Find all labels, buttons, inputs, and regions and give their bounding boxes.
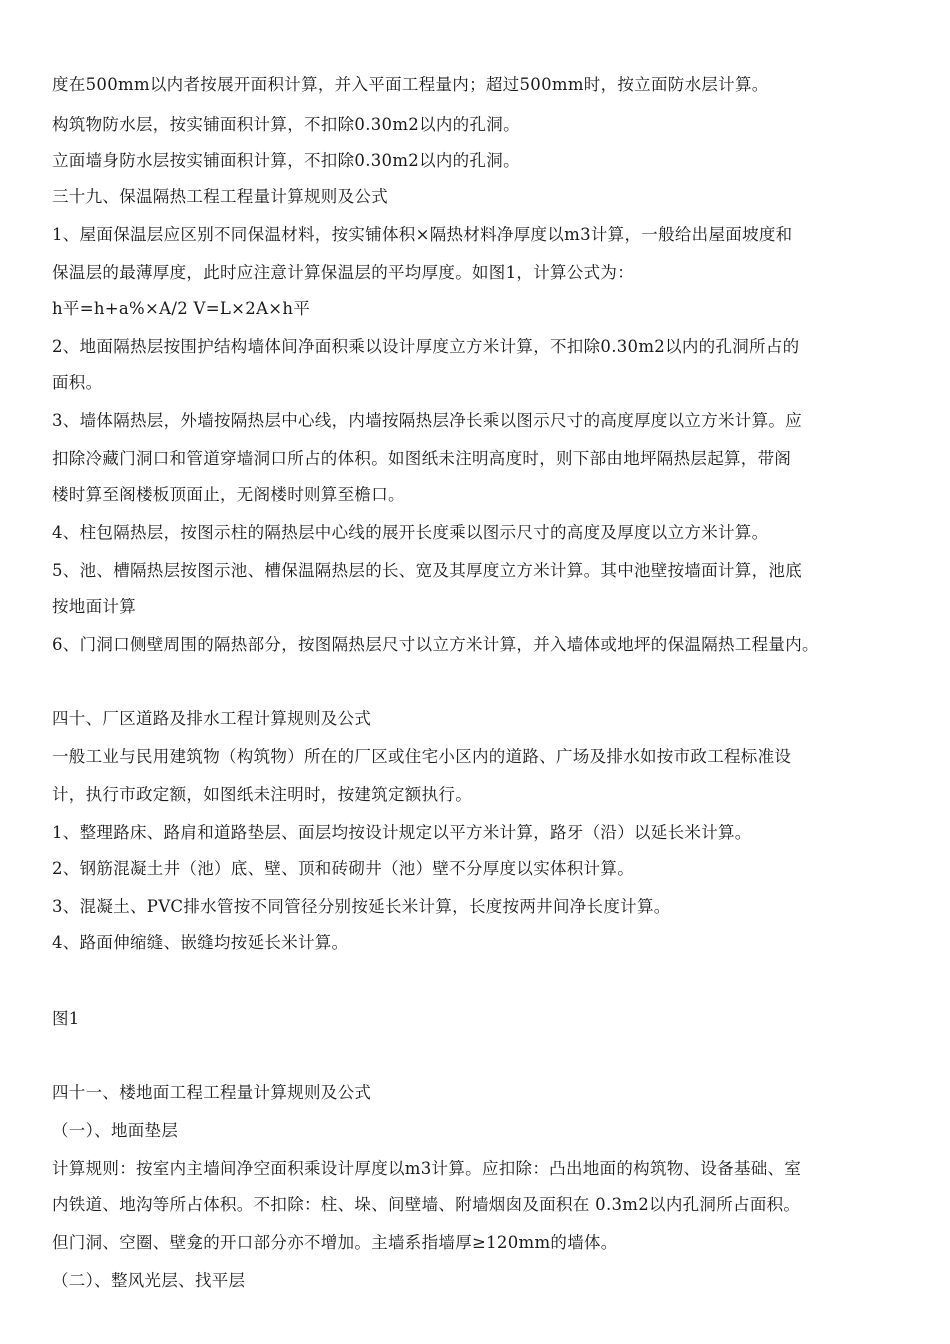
text-line: 保温层的最薄厚度，此时应注意计算保温层的平均厚度。如图1，计算公式为：: [52, 263, 634, 282]
section-heading: 四十一、楼地面工程工程量计算规则及公式: [52, 1083, 372, 1102]
text-line: 构筑物防水层，按实铺面积计算，不扣除0.30m2以内的孔洞。: [52, 115, 520, 134]
text-line: 6、门洞口侧壁周围的隔热部分，按图隔热层尺寸以立方米计算，并入墙体或地坪的保温隔热工程量内。: [52, 635, 819, 654]
text-line: 5、池、槽隔热层按图示池、槽保温隔热层的长、宽及其厚度立方米计算。其中池壁按墙面计算，池底: [52, 561, 802, 580]
text-line: 3、墙体隔热层，外墙按隔热层中心线，内墙按隔热层净长乘以图示尺寸的高度厚度以立方米计算。应: [52, 411, 802, 430]
subsection-heading: （一）、地面垫层: [52, 1121, 179, 1140]
text-line: 3、混凝土、PVC排水管按不同管径分别按延长米计算，长度按两井间净长度计算。: [52, 897, 671, 916]
section-heading: 三十九、保温隔热工程工程量计算规则及公式: [52, 187, 388, 206]
formula-line: h平=h+a%×A/2 V=L×2A×h平: [52, 299, 311, 318]
text-line: 1、整理路床、路肩和道路垫层、面层均按设计规定以平方米计算，路牙（沿）以延长米计算。: [52, 823, 752, 842]
text-line: 内铁道、地沟等所占体积。不扣除：柱、垛、间壁墙、附墙烟囱及面积在 0.3m2以内孔洞所占面积。: [52, 1195, 801, 1214]
text-line: 楼时算至阁楼板顶面止，无阁楼时则算至檐口。: [52, 485, 405, 504]
section-heading: 四十、厂区道路及排水工程计算规则及公式: [52, 709, 372, 728]
text-line: 一般工业与民用建筑物（构筑物）所在的厂区或住宅小区内的道路、广场及排水如按市政工程标准设: [52, 747, 792, 766]
text-line: 度在500mm以内者按展开面积计算，并入平面工程量内；超过500mm时，按立面防水层计算。: [52, 75, 769, 94]
text-line: 扣除冷藏门洞口和管道穿墙洞口所占的体积。如图纸未注明高度时，则下部由地坪隔热层起算，带阁: [52, 449, 792, 468]
text-line: 按地面计算: [52, 597, 136, 616]
subsection-heading: （二）、整风光层、找平层: [52, 1271, 246, 1290]
text-line: 计，执行市政定额，如图纸未注明时，按建筑定额执行。: [52, 785, 472, 804]
text-line: 但门洞、空圈、壁龛的开口部分亦不增加。主墙系指墙厚≥120mm的墙体。: [52, 1233, 618, 1252]
text-line: 面积。: [52, 373, 103, 392]
text-line: 2、钢筋混凝土井（池）底、壁、顶和砖砌井（池）壁不分厚度以实体积计算。: [52, 859, 634, 878]
text-line: 1、屋面保温层应区别不同保温材料，按实铺体积×隔热材料净厚度以m3计算，一般给出屋面坡度和: [52, 225, 793, 244]
text-line: 2、地面隔热层按围护结构墙体间净面积乘以设计厚度立方米计算，不扣除0.30m2以内的孔洞所占的: [52, 337, 800, 356]
figure-label: 图1: [52, 1009, 80, 1028]
text-line: 计算规则：按室内主墙间净空面积乘设计厚度以m3计算。应扣除：凸出地面的构筑物、设备基础、室: [52, 1159, 802, 1178]
text-line: 立面墙身防水层按实铺面积计算，不扣除0.30m2以内的孔洞。: [52, 151, 520, 170]
text-line: 4、柱包隔热层，按图示柱的隔热层中心线的展开长度乘以图示尺寸的高度及厚度以立方米计算。: [52, 523, 769, 542]
text-line: 4、路面伸缩缝、嵌缝均按延长米计算。: [52, 933, 349, 952]
